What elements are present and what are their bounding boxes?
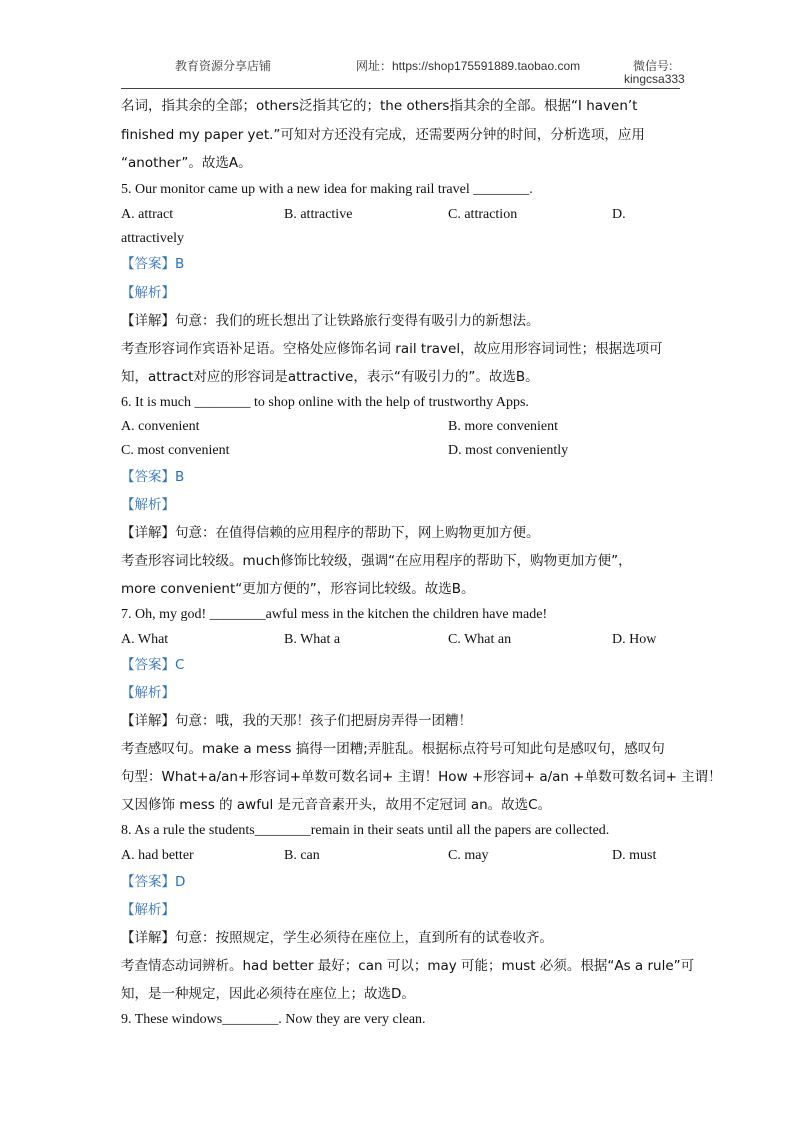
q5-option-a: A. attract [121, 207, 174, 222]
q6-analysis-label: 【解析】 [121, 497, 175, 513]
q7-detail: 【详解】句意：哦，我的天那！孩子们把厨房弄得一团糟！ [121, 713, 472, 729]
intro-line-3: “another”。故选A。 [121, 155, 252, 171]
q5-option-d: D. [612, 207, 626, 222]
q5-detail: 【详解】句意：我们的班长想出了让铁路旅行变得有吸引力的新想法。 [121, 313, 540, 329]
intro-line-2: finished my paper yet.”可知对方还没有完成，还需要两分钟的时间，分析选项，应用 [121, 127, 645, 143]
header-wechat-label: 微信号: [633, 59, 673, 73]
q8-detail: 【详解】句意：按照规定，学生必须待在座位上，直到所有的试卷收齐。 [121, 930, 553, 946]
q8-stem: 8. As a rule the students________remain in their seats until all the papers are collected. [121, 823, 610, 838]
q5-option-d-text: attractively [121, 231, 184, 246]
q6-option-c: C. most convenient [121, 443, 230, 458]
q8-option-b: B. can [284, 848, 320, 863]
q7-option-b: B. What a [284, 632, 341, 647]
q5-explanation-1: 考查形容词作宾语补足语。空格处应修饰名词 rail travel，故应用形容词词性；根据选项可 [121, 341, 663, 357]
q6-option-b: B. more convenient [448, 419, 559, 434]
header-shop-name: 教育资源分享店铺 [175, 59, 272, 73]
q7-option-d: D. How [612, 632, 657, 647]
q7-explanation-1: 考查感叹句。make a mess 搞得一团糟;弄脏乱。根据标点符号可知此句是感叹句，感叹句 [121, 741, 665, 757]
q5-explanation-2: 知，attract对应的形容词是attractive，表示“有吸引力的”。故选B。 [121, 369, 539, 385]
q5-answer: 【答案】B [121, 256, 185, 272]
q6-stem: 6. It is much ________ to shop online with the help of trustworthy Apps. [121, 395, 529, 410]
q8-option-d: D. must [612, 848, 657, 863]
q8-explanation-1: 考查情态动词辨析。had better 最好；can 可以；may 可能；must 必须。根据“As a rule”可 [121, 958, 695, 974]
intro-line-1: 名词，指其余的全部；others泛指其它的；the others指其余的全部。根据“I haven’t [121, 98, 638, 114]
q6-option-d: D. most conveniently [448, 443, 569, 458]
q5-option-c: C. attraction [448, 207, 518, 222]
q8-option-a: A. had better [121, 848, 194, 863]
q7-analysis-label: 【解析】 [121, 685, 175, 701]
q7-answer: 【答案】C [121, 657, 185, 673]
q8-explanation-2: 知，是一种规定，因此必须待在座位上；故选D。 [121, 986, 415, 1002]
q6-explanation-1: 考查形容词比较级。much修饰比较级，强调“在应用程序的帮助下，购物更加方便”， [121, 553, 632, 569]
q5-option-b: B. attractive [284, 207, 353, 222]
q7-option-c: C. What an [448, 632, 512, 647]
q6-answer: 【答案】B [121, 469, 185, 485]
q8-option-c: C. may [448, 848, 489, 863]
q9-stem: 9. These windows________. Now they are very clean. [121, 1012, 426, 1027]
q7-explanation-3: 又因修饰 mess 的 awful 是元音音素开头，故用不定冠词 an。故选C。 [121, 797, 552, 813]
header-divider [121, 88, 680, 89]
q7-explanation-2: 句型：What+a/an+形容词+单数可数名词+ 主谓！How +形容词+ a/an +单数可数名词+ 主谓！ [121, 769, 722, 785]
q7-option-a: A. What [121, 632, 169, 647]
q8-analysis-label: 【解析】 [121, 902, 175, 918]
q5-stem: 5. Our monitor came up with a new idea for making rail travel ________. [121, 182, 533, 197]
q6-detail: 【详解】句意：在值得信赖的应用程序的帮助下，网上购物更加方便。 [121, 525, 540, 541]
q7-stem: 7. Oh, my god! ________awful mess in the kitchen the children have made! [121, 607, 548, 622]
header-shop-url[interactable]: 网址：https://shop175591889.taobao.com [356, 59, 581, 73]
q6-explanation-2: more convenient“更加方便的”，形容词比较级。故选B。 [121, 581, 475, 597]
q5-analysis-label: 【解析】 [121, 285, 175, 301]
q8-answer: 【答案】D [121, 874, 186, 890]
q6-option-a: A. convenient [121, 419, 200, 434]
header-wechat-id: kingcsa333 [624, 72, 685, 86]
